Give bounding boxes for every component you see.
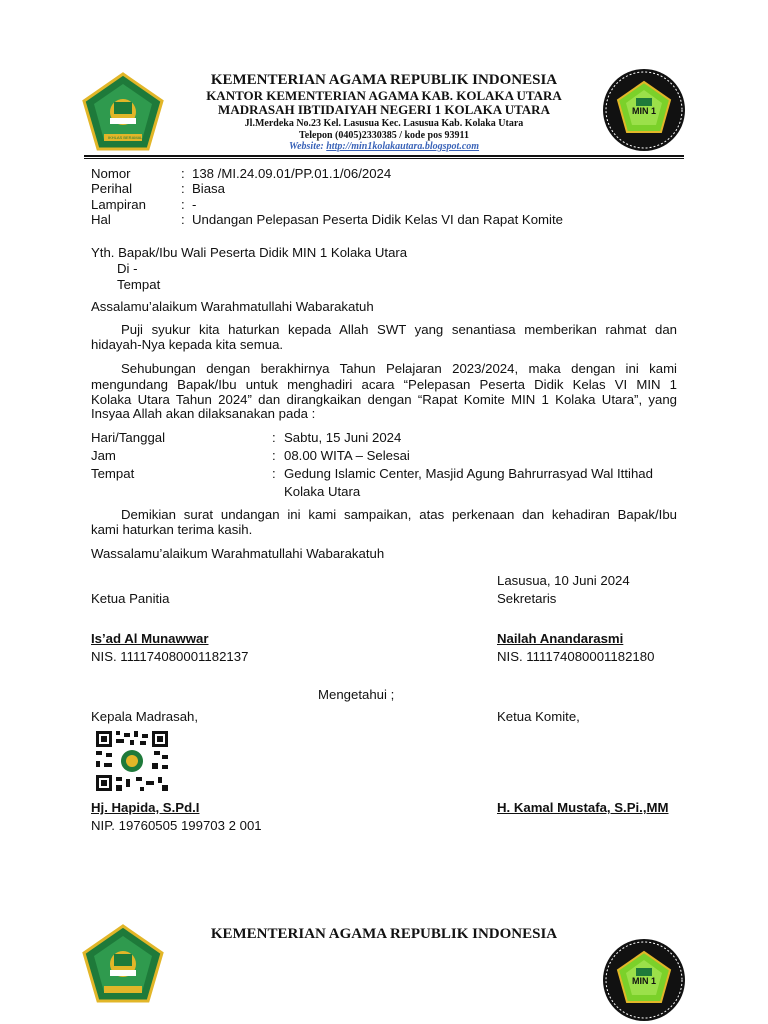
letterhead-line1: KEMENTERIAN AGAMA REPUBLIK INDONESIA: [210, 72, 558, 88]
letterhead-line2: KANTOR KEMENTERIAN AGAMA KAB. KOLAKA UTARA: [206, 88, 562, 103]
meta-label-lampiran: Lampiran: [91, 197, 146, 212]
meta-sep: :: [181, 197, 185, 212]
place-date: Lasusua, 10 Juni 2024: [497, 573, 630, 588]
meta-value-hal: Undangan Pelepasan Peserta Didik Kelas VI dan Rapat Komite: [192, 212, 563, 227]
paragraph-2-line1: Sehubungan dengan berakhirnya Tahun Pelajaran 2023/2024, maka dengan ini kami: [121, 361, 677, 376]
min1-logo-text: MIN 1: [631, 106, 656, 116]
event-value-time: 08.00 WITA – Selesai: [284, 448, 410, 463]
letterhead-phone: Telepon (0405)2330385 / kode pos 93911: [299, 130, 469, 141]
event-label-place: Tempat: [91, 466, 135, 481]
letterhead-website: [84, 141, 684, 153]
left-signer-name: Is’ad Al Munawwar: [91, 631, 209, 646]
event-sep: :: [272, 466, 276, 481]
right-signer-title: Sekretaris: [497, 591, 557, 606]
meta-sep: :: [181, 181, 185, 196]
paragraph-2-line3: Kolaka Utara Tahun 2024” dan dirangkaikan dengan “Rapat Komite MIN 1 Kolaka Utara”, yang: [91, 392, 677, 407]
paragraph-1-line2: hidayah-Nya kepada kita semua.: [91, 337, 284, 352]
paragraph-3-line2: kami haturkan terima kasih.: [91, 522, 253, 537]
meta-value-perihal: Biasa: [192, 181, 225, 196]
letterhead-rule-thick: [84, 155, 684, 157]
paragraph-1-line1: Puji syukur kita haturkan kepada Allah SWT yang senantiasa memberikan rahmat dan: [121, 322, 677, 337]
event-value-place: Gedung Islamic Center, Masjid Agung Bahrurrasyad Wal Ittihad: [284, 466, 653, 481]
left-signer-title: Ketua Panitia: [91, 591, 170, 606]
recipient-line3: Tempat: [117, 277, 161, 292]
recipient-line2: Di -: [117, 261, 138, 276]
head-id: NIP. 19760505 199703 2 001: [91, 818, 262, 833]
event-value-date: Sabtu, 15 Juni 2024: [284, 430, 402, 445]
meta-label-perihal: Perihal: [91, 181, 133, 196]
website-label: Website:: [288, 141, 324, 152]
head-name: Hj. Hapida, S.Pd.I: [91, 800, 200, 815]
meta-sep: :: [181, 212, 185, 227]
meta-sep: :: [181, 166, 185, 181]
head-title: Kepala Madrasah,: [91, 709, 199, 724]
meta-label-nomor: Nomor: [91, 166, 131, 181]
greeting: Assalamu’alaikum Warahmatullahi Wabarakatuh: [91, 299, 374, 314]
min1-logo: [602, 938, 686, 1022]
letterhead-rule-thin: [84, 158, 684, 159]
letterhead-next-line1: KEMENTERIAN AGAMA REPUBLIK INDONESIA: [210, 926, 558, 942]
paragraph-2-line4: Insyaa Allah akan dilaksanakan pada :: [91, 406, 316, 421]
event-label-time: Jam: [91, 448, 116, 463]
meta-value-nomor: 138 /MI.24.09.01/PP.01.1/06/2024: [192, 166, 392, 181]
committee-name: H. Kamal Mustafa, S.Pi.,MM: [497, 800, 669, 815]
paragraph-3-line1: Demikian surat undangan ini kami sampaikan, atas perkenaan dan kehadiran Bapak/Ibu: [121, 507, 677, 522]
event-value-place-cont: Kolaka Utara: [284, 484, 361, 499]
letterhead-address: Jl.Merdeka No.23 Kel. Lasusua Kec. Lasusua Kab. Kolaka Utara: [244, 118, 524, 129]
event-sep: :: [272, 430, 276, 445]
committee-title: Ketua Komite,: [497, 709, 580, 724]
acknowledge-label: Mengetahui ;: [318, 687, 395, 702]
closing: Wassalamu’alaikum Warahmatullahi Wabarakatuh: [91, 546, 385, 561]
left-signer-id: NIS. 111174080001182137: [91, 649, 249, 664]
event-label-date: Hari/Tanggal: [91, 430, 166, 445]
qr-code-signature: [96, 731, 168, 791]
meta-value-lampiran: -: [192, 197, 197, 212]
right-signer-id: NIS. 111174080001182180: [497, 649, 655, 664]
event-sep: :: [272, 448, 276, 463]
min1-logo-text: MIN 1: [631, 976, 656, 986]
letterhead-line3: MADRASAH IBTIDAIYAH NEGERI 1 KOLAKA UTARA: [218, 102, 550, 117]
website-link[interactable]: http://min1kolakautara.blogspot.com: [326, 141, 480, 152]
kemenag-logo-caption: IKHLAS BERAMAL: [108, 135, 143, 140]
right-signer-name: Nailah Anandarasmi: [497, 631, 624, 646]
meta-label-hal: Hal: [91, 212, 111, 227]
min1-logo: [602, 68, 686, 152]
recipient-line1: Yth. Bapak/Ibu Wali Peserta Didik MIN 1 Kolaka Utara: [91, 245, 408, 260]
paragraph-2-line2: mengundang Bapak/Ibu untuk menghadiri acara “Pelepasan Peserta Didik Kelas VI MIN 1: [91, 377, 677, 392]
